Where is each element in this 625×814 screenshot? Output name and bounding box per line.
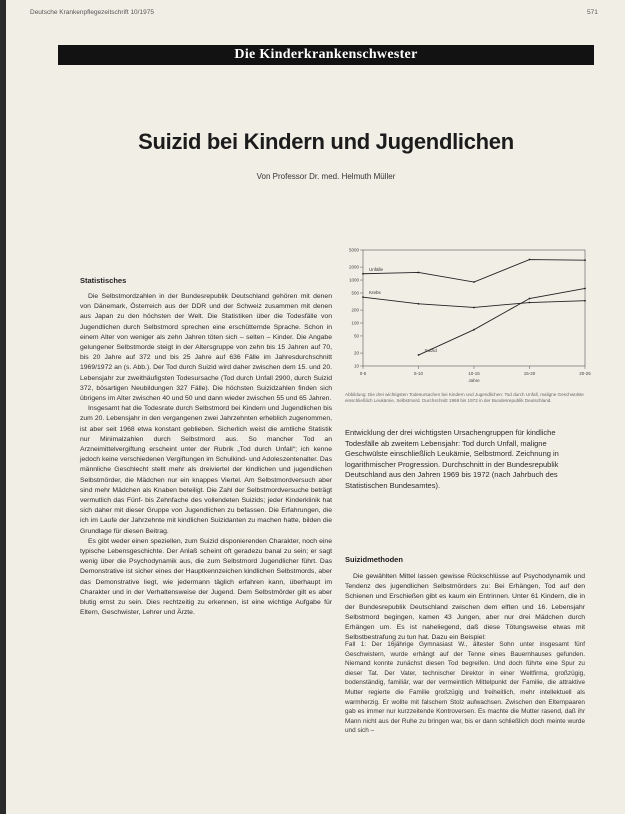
x-tick-label: 20-25 [579, 371, 591, 376]
chart-labels [369, 267, 437, 353]
y-tick-label: 500 [351, 290, 359, 296]
data-point [473, 281, 475, 283]
page-number: 571 [587, 9, 598, 16]
y-tick-label: 50 [353, 333, 359, 339]
article-title: Suizid bei Kindern und Jugendlichen [138, 129, 514, 154]
paragraph: Es gibt weder einen speziellen, zum Suizid disponierenden Charakter, noch eine typische Lebensgeschichte. Der Anlaß scheint oft geradezu banal zu sein; er sagt wenig über die Psychodynamik aus, die zum Selbstmord Jugendlicher führt. Das Demonstrative ist sicher eines der Hauptkennzeichen kindlichen Selbstmords, aber das Demonstrative liegt, wie jedermann täglich erfahren kann, überhaupt im Charakter und in der Verhaltensweise der Jugend. Dem Selbstmörder gilt es aber blutig ernst zu sein. Dies rechtzeitig zu erkennen, ist eine wichtige Aufgabe für Eltern, Geschwister, Lehrer und Ärzte. [80, 537, 332, 617]
data-point [584, 288, 586, 290]
y-tick-label: 100 [351, 320, 359, 326]
data-point [418, 272, 420, 274]
section-heading-statistisches: Statistisches [80, 276, 127, 285]
data-point [584, 259, 586, 261]
series-line [363, 297, 585, 307]
y-tick-label: 5000 [348, 247, 359, 253]
x-tick-label: 10-15 [468, 371, 480, 376]
byline: Von Professor Dr. med. Helmuth Müller [256, 172, 396, 181]
y-tick-label: 20 [353, 350, 359, 356]
x-tick-label: 0-5 [359, 371, 367, 376]
paragraph: Fall 1: Der 16jährige Gymnasiast W., ältester Sohn unter insgesamt fünf Geschwistern, wurde erhängt auf der Tenne eines Bauernhauses gefunden. Niemand konnte zunächst diesen Tod begreifen. Und doch führte eine Spur zu dieser Tat. Der Vater, technischer Direktor in einer Weltfirma, großzügig, bodenständig, familiär, war der vermeintlich Mittelpunkt der Familie, die attraktive Mutter regierte die Familie großzügig und freiheitlich, mehr intellektuell als warmherzig. Er wollte mit falschem Stolz aufwachsen. Zwischen den Elternpaaren gab es immer nur kurzzeitende Kontroversen. Es machte die Mutter rasend, daß ihr Mann nicht aus der Ruhe zu bringen war, bis er dann schließlich doch meinte wurde und sich – [345, 641, 585, 735]
data-point [418, 303, 420, 305]
running-head: Deutsche Krankenpflegezeitschrift 10/1975 [30, 9, 154, 16]
chart-series [362, 259, 586, 356]
right-column-paragraph [345, 572, 585, 643]
series-label: Unfälle [369, 266, 384, 272]
series-line [363, 260, 585, 282]
series-line [419, 288, 586, 355]
y-tick-label: 200 [351, 307, 359, 313]
series-label: Suizid [424, 348, 437, 354]
x-tick-label: 15-20 [523, 371, 536, 376]
section-banner: Die Kinderkrankenschwester [58, 45, 594, 65]
y-tick-label: 2000 [348, 264, 359, 270]
series-label: Krebs [369, 290, 381, 296]
data-point [473, 329, 475, 331]
paragraph: Insgesamt hat die Todesrate durch Selbstmord bei Kindern und Jugendlichen bis zum 20. Lebensjahr in den vergangenen zwei Jahrzehnten erheblich zugenommen, ist aber seit 1968 etwa konstant geblieben. Sicherlich weist die amtliche Statistik nur Minimalzahlen durch Selbstmord aus. So mancher Tod an Arzneimittelvergiftung erscheint unter der Rubrik „Tod durch Unfall“; ich kenne jedoch keine verschiedenen Vergiftungen im Schulkind- und Adoleszentenalter. Das männliche Geschlecht stellt mehr als dreiviertel der kindlichen und jugendlichen Selbstmörder, die Mädchen nur ein knappes Viertel. Am Selbstmordversuch aber sind mehr Mädchen als Knaben beteiligt. Die Zahl der Selbstmordversuche beträgt vermutlich das Fünf- bis Zehnfache des vollendeten Suizids; jeder Kinderklinik hat sich daher mit dieser Gruppe von Jugendlichen zu befassen. Die Erfahrungen, die ich im Laufe der Jahrzehnte mit kindlichen Suizidanten zu machen hatte, bilden die Grundlage für diesen Beitrag. [80, 405, 332, 535]
paragraph: Die gewählten Mittel lassen gewisse Rückschlüsse auf Psychodynamik und Tendenz des jugendlichen Selbstmörders zu: Bei Erhängen, Tod auf den Schienen und Erschießen gibt es kaum ein Entrinnen. Unter 61 Kindern, die in der Bundesrepublik Deutschland zwischen dem elften und 16. Lebensjahr Selbstmord begingen, kamen 43 Jungen, aber nur drei Mädchen durch Erhängen um. Es ist naheliegend, daß diese Tötungsweise etwas mit Selbstbestrafung zu tun hat. Dazu ein Beispiel: [345, 573, 585, 642]
x-tick-label: 5-10 [413, 371, 424, 376]
data-point [529, 298, 531, 300]
data-point [362, 273, 364, 275]
data-point [473, 307, 475, 309]
left-column [80, 292, 332, 619]
figure-caption-small: Abbildung: Die drei wichtigsten Todesursachen bei Kindern und Jugendlichen: Tod durch Unfall, maligne Geschwülste einschließlich Leukämie, Selbstmord. Durchschnitt 1969 bis 1972 in der Bundesrepublik Deutschland. [345, 392, 584, 404]
section-heading-suizidmethoden: Suizidmethoden [345, 555, 403, 564]
x-axis-label: Jahre [468, 378, 480, 383]
chart-axes [349, 248, 591, 384]
data-point [418, 354, 420, 356]
case-report [345, 640, 585, 736]
data-point [529, 259, 531, 261]
paragraph: Die Selbstmordzahlen in der Bundesrepublik Deutschland gehören mit denen von Dänemark, Österreich aus der DDR und der Schweiz zusammen mit denen aus Japan zu den höchsten der Welt. Die Statistiken über die Todesfälle von Jugendlichen durch Selbstmord sprechen eine erschütternde Sprache. Schon in einem Alter von weniger als zehn Jahren töten sich – selten – Kinder. Die Angabe gelungener Selbstmorde steigt in der Altersgruppe von zehn bis 15 Jahren auf 70, bis 20 Jahre auf 372 und bis 25 Jahre auf 636 Fälle im Jahresdurchschnitt 1969/1972 an (s. Abb.). Der Tod durch Suizid wird daher zwischen dem 15. und 20. Lebensjahr zur zweithäufigsten Todesursache (Tod durch Unfall 2900, durch Suizid 372, bösartigen Neubildungen 327 Fälle). Die höchsten Suizidzahlen finden sich übrigens im Alter zwischen 40 und 50 und dann wieder zwischen 55 und 65 Jahren. [80, 293, 332, 403]
figure-caption: Entwicklung der drei wichtigsten Ursachengruppen für kindliche Todesfälle ab zweitem Lebensjahr: Tod durch Unfall, maligne Geschwülste einschließlich Leukämie, Selbstmord. Zeichnung in logarithmischer Progression. Durchschnitt in der Bundesrepublik Deutschland aus den Jahren 1969 bis 1972 (nach Jahrbuch des Statistischen Bundesamtes). [345, 428, 559, 490]
page-binding-edge [0, 0, 6, 814]
line-chart [335, 244, 595, 386]
y-tick-label: 1000 [348, 277, 359, 283]
y-tick-label: 10 [353, 363, 359, 369]
data-point [362, 296, 364, 298]
data-point [584, 300, 586, 302]
data-point [529, 302, 531, 304]
